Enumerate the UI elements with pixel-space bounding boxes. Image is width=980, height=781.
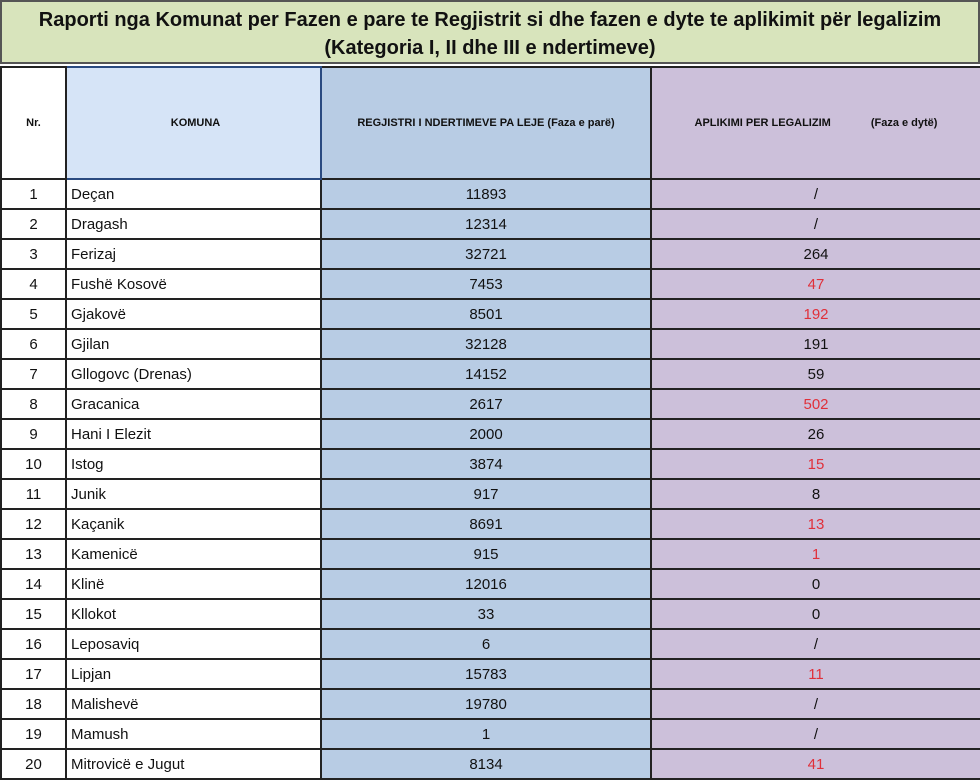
row-komuna: Kaçanik <box>66 509 321 539</box>
row-komuna: Gjakovë <box>66 299 321 329</box>
row-nr: 2 <box>1 209 66 239</box>
row-komuna: Kllokot <box>66 599 321 629</box>
table-row <box>1 179 980 209</box>
row-aplikimi: 0 <box>651 569 980 599</box>
row-nr: 15 <box>1 599 66 629</box>
row-komuna: Gracanica <box>66 389 321 419</box>
row-komuna: Deçan <box>66 179 321 209</box>
row-regjistri: 2617 <box>321 389 651 419</box>
row-komuna: Fushë Kosovë <box>66 269 321 299</box>
table-row <box>1 629 980 659</box>
row-nr: 17 <box>1 659 66 689</box>
row-aplikimi: / <box>651 209 980 239</box>
row-regjistri: 12314 <box>321 209 651 239</box>
row-komuna: Kamenicë <box>66 539 321 569</box>
row-aplikimi: 47 <box>651 269 980 299</box>
table-row <box>1 389 980 419</box>
row-regjistri: 14152 <box>321 359 651 389</box>
row-regjistri: 917 <box>321 479 651 509</box>
row-aplikimi: 8 <box>651 479 980 509</box>
row-aplikimi: 15 <box>651 449 980 479</box>
row-nr: 10 <box>1 449 66 479</box>
row-aplikimi: 41 <box>651 749 980 779</box>
row-regjistri: 8691 <box>321 509 651 539</box>
row-regjistri: 32721 <box>321 239 651 269</box>
row-nr: 4 <box>1 269 66 299</box>
row-nr: 5 <box>1 299 66 329</box>
row-komuna: Gllogovc (Drenas) <box>66 359 321 389</box>
header-nr: Nr. <box>1 67 66 179</box>
row-nr: 20 <box>1 749 66 779</box>
row-aplikimi: / <box>651 719 980 749</box>
row-komuna: Malishevë <box>66 689 321 719</box>
row-regjistri: 8134 <box>321 749 651 779</box>
row-nr: 8 <box>1 389 66 419</box>
row-nr: 11 <box>1 479 66 509</box>
row-nr: 14 <box>1 569 66 599</box>
row-komuna: Mitrovicë e Jugut <box>66 749 321 779</box>
row-regjistri: 12016 <box>321 569 651 599</box>
row-nr: 12 <box>1 509 66 539</box>
header-aplikimi-sub: (Faza e dytë) <box>870 117 938 129</box>
table-row <box>1 359 980 389</box>
table-header-row <box>1 67 980 179</box>
table-row <box>1 419 980 449</box>
row-komuna: Dragash <box>66 209 321 239</box>
row-komuna: Leposaviq <box>66 629 321 659</box>
row-regjistri: 915 <box>321 539 651 569</box>
row-nr: 13 <box>1 539 66 569</box>
row-nr: 6 <box>1 329 66 359</box>
table-row <box>1 689 980 719</box>
header-aplikimi-label: APLIKIMI PER LEGALIZIM <box>694 117 831 129</box>
header-komuna: KOMUNA <box>66 67 321 179</box>
table-row <box>1 239 980 269</box>
row-nr: 9 <box>1 419 66 449</box>
table-row <box>1 269 980 299</box>
table-row <box>1 719 980 749</box>
row-regjistri: 11893 <box>321 179 651 209</box>
table-row <box>1 329 980 359</box>
row-nr: 1 <box>1 179 66 209</box>
row-aplikimi: 26 <box>651 419 980 449</box>
row-komuna: Ferizaj <box>66 239 321 269</box>
table-row <box>1 569 980 599</box>
row-regjistri: 2000 <box>321 419 651 449</box>
row-regjistri: 15783 <box>321 659 651 689</box>
row-komuna: Gjilan <box>66 329 321 359</box>
row-regjistri: 7453 <box>321 269 651 299</box>
row-aplikimi: / <box>651 179 980 209</box>
table-row <box>1 299 980 329</box>
row-nr: 3 <box>1 239 66 269</box>
row-komuna: Istog <box>66 449 321 479</box>
row-aplikimi: 502 <box>651 389 980 419</box>
table-row <box>1 749 980 779</box>
row-nr: 16 <box>1 629 66 659</box>
row-aplikimi: / <box>651 629 980 659</box>
table-row <box>1 659 980 689</box>
row-aplikimi: 264 <box>651 239 980 269</box>
row-regjistri: 8501 <box>321 299 651 329</box>
municipality-table <box>0 66 980 780</box>
report-title: Raporti nga Komunat per Fazen e pare te Regjistrit si dhe fazen e dyte te aplikimit për legalizim (Kategoria I, II dhe III e ndertimeve) <box>0 0 980 64</box>
row-komuna: Junik <box>66 479 321 509</box>
row-aplikimi: / <box>651 689 980 719</box>
row-aplikimi: 11 <box>651 659 980 689</box>
row-komuna: Hani I Elezit <box>66 419 321 449</box>
row-nr: 7 <box>1 359 66 389</box>
table-row <box>1 599 980 629</box>
row-regjistri: 6 <box>321 629 651 659</box>
row-aplikimi: 13 <box>651 509 980 539</box>
table-row <box>1 479 980 509</box>
row-aplikimi: 192 <box>651 299 980 329</box>
row-aplikimi: 59 <box>651 359 980 389</box>
table-row <box>1 509 980 539</box>
row-aplikimi: 1 <box>651 539 980 569</box>
row-aplikimi: 0 <box>651 599 980 629</box>
row-regjistri: 19780 <box>321 689 651 719</box>
row-aplikimi: 191 <box>651 329 980 359</box>
row-regjistri: 32128 <box>321 329 651 359</box>
table-row <box>1 539 980 569</box>
row-regjistri: 33 <box>321 599 651 629</box>
row-nr: 19 <box>1 719 66 749</box>
row-regjistri: 1 <box>321 719 651 749</box>
header-regjistri: REGJISTRI I NDERTIMEVE PA LEJE (Faza e parë) <box>321 67 651 179</box>
row-nr: 18 <box>1 689 66 719</box>
row-regjistri: 3874 <box>321 449 651 479</box>
table-row <box>1 209 980 239</box>
row-komuna: Klinë <box>66 569 321 599</box>
row-komuna: Lipjan <box>66 659 321 689</box>
header-aplikimi <box>651 67 980 179</box>
row-komuna: Mamush <box>66 719 321 749</box>
table-row <box>1 449 980 479</box>
